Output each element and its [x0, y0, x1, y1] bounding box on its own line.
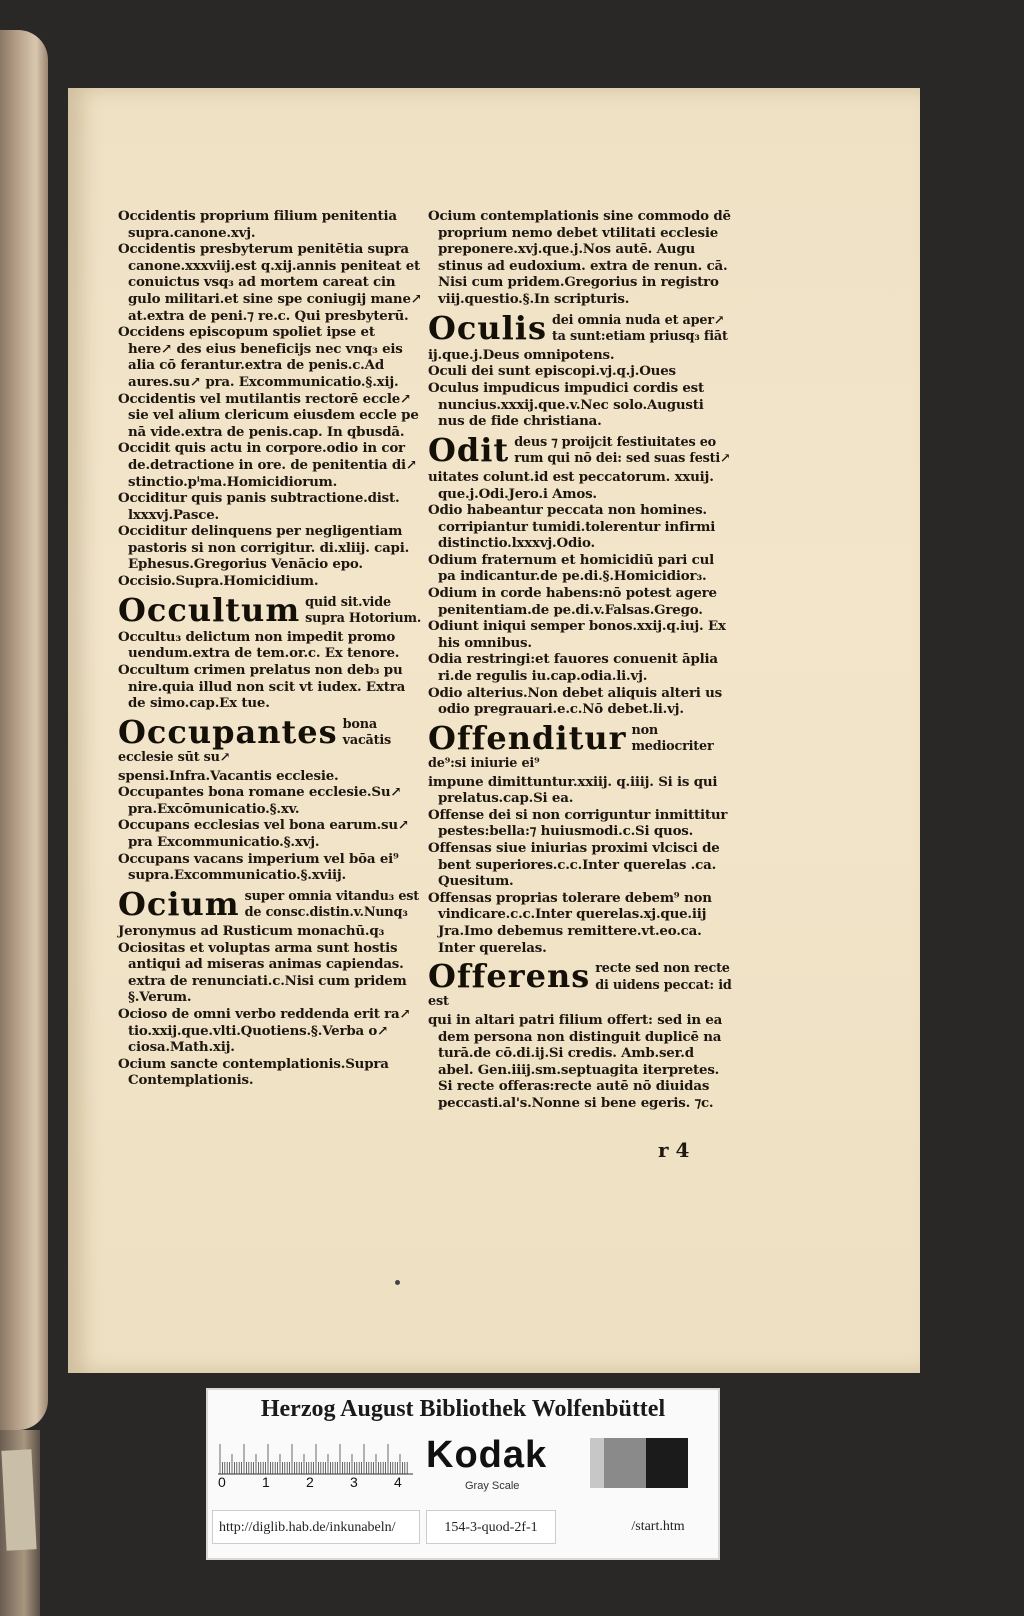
ruler-number: 0 — [218, 1474, 226, 1490]
index-entry: Occupans vacans imperium vel bōa ei⁹ supra.Excommunicatio.§.xviij. — [118, 850, 399, 884]
index-entry: ij.que.j.Deus omnipotens. — [428, 346, 615, 363]
index-entry: Occidentis proprium filium penitentia supra.canone.xvj. — [118, 208, 397, 241]
index-entry: Odia restringi:et fauores conuenit āplia ri.de regulis iu.cap.odia.li.vj. — [428, 651, 718, 685]
index-entry: Odium fraternum et homicidiū pari cul pa indicantur.de pe.di.§.Homicidior₃. — [428, 551, 715, 585]
index-entry: Occidens episcopum spoliet ipse et here↗ des eius beneficijs nec vnq₃ eis alia cō ferantur.extra de penis.c.Ad aures.su↗ pra. Excommunicatio.§.xij. — [118, 324, 403, 390]
headword: Offenditur — [428, 721, 627, 757]
index-entry: Odiunt iniqui semper bonos.xxij.q.iuj. Ex his omnibus. — [428, 618, 726, 651]
color-calibration-target — [206, 1388, 720, 1560]
index-entry: Oculi dei sunt episcopi.vj.q.j.Oues — [428, 363, 676, 380]
headword-gloss: recte sed non recte di uidens peccat: id est — [428, 961, 732, 1010]
index-entry: Offensas proprias tolerare debem⁹ non vindicare.c.c.Inter querelas.xj.que.iij Jra.Imo debemus remittere.vt.eo.ca. Inter querelas. — [428, 889, 712, 956]
index-entry: spensi.Infra.Vacantis ecclesie. — [118, 767, 339, 784]
index-entry: impune dimittuntur.xxiij. q.iiij. Si is qui prelatus.cap.Si ea. — [428, 773, 718, 807]
headword: Occultum — [118, 593, 301, 627]
index-entry: Occidentis presbyterum penitētia supra canone.xxxviij.est q.xij.annis peniteat et conuictus vsq₃ ad mortem careat cin gulo militari.et sine spe coniugij mane↗ at.extra de peni.⁊ re.c. Qui presbyterū. — [118, 241, 422, 324]
index-entry: Offensas siue iniurias proximi vlcisci de bent superiores.c.c.Inter querelas .ca. Quesitum. — [428, 839, 720, 890]
gray-swatch-light — [590, 1438, 604, 1488]
headword-gloss: quid sit.vide supra Hotorium. — [305, 594, 422, 627]
shelfmark-id: 154-3-quod-2f-1 — [426, 1510, 556, 1544]
index-entry: Occidit quis actu in corpore.odio in cor de.detractione in ore. de penitentia di↗ stinctio.pⁱma.Homicidiorum. — [118, 440, 417, 490]
index-entry: Occupantes bona romane ecclesie.Su↗ pra.Excōmunicatio.§.xv. — [118, 784, 402, 817]
headword-entry — [428, 722, 733, 772]
index-entry: Occupans ecclesias vel bona earum.su↗ pra Excommunicatio.§.xvj. — [118, 817, 409, 850]
ruler-number: 2 — [306, 1474, 314, 1490]
gray-swatch-mid — [604, 1438, 646, 1488]
ruler-scale — [218, 1436, 413, 1476]
headword-entry — [118, 716, 423, 766]
headword-gloss: super omnia vitandu₃ est de consc.distin.v.Nunq₃ — [244, 888, 419, 921]
kodak-logo: Kodak — [426, 1434, 548, 1476]
headword: Odit — [428, 433, 510, 467]
index-entry: Occultum crimen prelatus non deb₃ pu nire.quia illud non scit vt iudex. Extra de simo.cap.Ex tue. — [118, 662, 406, 712]
index-entry: Ociositas et voluptas arma sunt hostis antiqui ad miseras animas capiendas. extra de renunciati.c.Nisi cum pridem §.Verum. — [118, 939, 407, 1006]
index-entry: Occisio.Supra.Homicidium. — [118, 573, 319, 590]
manuscript-page — [68, 88, 920, 1373]
gray-swatch-dark — [646, 1438, 688, 1488]
folio-number: r 4 — [658, 1138, 690, 1162]
headword-entry — [118, 888, 423, 921]
index-entry: Occultu₃ delictum non impedit promo uendum.extra de tem.or.c. Ex tenore. — [118, 628, 400, 662]
headword: Offerens — [428, 960, 591, 996]
index-entry: Ocium contemplationis sine commodo dē proprium nemo debet vtilitati ecclesie preponere.xvj.que.j.Nos autē. Augu stinus ad eudoxium. extra de renun. cā. Nisi cum pridem.Gregorius in registro viij.questio.§.In scripturis. — [428, 208, 731, 307]
index-entry: qui in altari patri filium offert: sed in ea dem persona non distinguit duplicē na turā.de cō.di.ij.Si credis. Amb.ser.d abel. Gen.iiij.sm.septuagita iterpretes. Si recte offeras:recte autē nō diuidas peccasti.al's.Nonne si bene egeris. ⁊c. — [428, 1011, 723, 1111]
ruler-number: 4 — [394, 1474, 402, 1490]
index-entry: uitates colunt.id est peccatorum. xxuij. que.j.Odi.Jero.i Amos. — [428, 468, 714, 502]
headword: Ocium — [118, 887, 240, 921]
headword-entry — [428, 960, 733, 1010]
ruler-numbers — [218, 1474, 418, 1496]
headword-entry — [118, 594, 423, 627]
index-entry: Occiditur delinquens per negligentiam pastoris si non corrigitur. di.xliij. capi. Ephesus.Gregorius Venācio epo. — [118, 523, 410, 573]
headword: Occupantes — [118, 715, 338, 751]
headword-gloss: bona vacātis ecclesie sūt su↗ — [118, 716, 392, 765]
index-entry: Odio alterius.Non debet aliquis alteri us odio pregrauari.e.c.Nō debet.li.vj. — [428, 684, 723, 718]
page-reference: /start.htm — [631, 1519, 685, 1534]
headword-entry — [428, 312, 733, 345]
index-entry: Ocium sancte contemplationis.Supra Contemplationis. — [118, 1055, 389, 1089]
ruler-number: 1 — [262, 1474, 270, 1490]
headword: Oculis — [428, 311, 547, 345]
headword-gloss: dei omnia nuda et aper↗ ta sunt:etiam priusq₃ fiāt — [551, 312, 728, 345]
index-entry: Odium in corde habens:nō potest agere penitentiam.de pe.di.v.Falsas.Grego. — [428, 585, 717, 618]
index-entry: Oculus impudicus impudici cordis est nuncius.xxxij.que.v.Nec solo.Augusti nus de fide christiana. — [428, 379, 705, 430]
index-entry: Ocioso de omni verbo reddenda erit ra↗ tio.xxij.que.vlti.Quotiens.§.Verba o↗ ciosa.Math.xij. — [118, 1005, 411, 1056]
library-title: Herzog August Bibliothek Wolfenbüttel — [260, 1396, 666, 1422]
index-entry: Occiditur quis panis subtractione.dist. lxxxvj.Pasce. — [118, 490, 400, 523]
gray-scale-label: Gray Scale — [465, 1480, 520, 1492]
ink-spot — [395, 1280, 400, 1285]
spine-label — [1, 1449, 36, 1550]
left-column — [118, 208, 423, 1089]
source-url: http://diglib.hab.de/inkunabeln/ — [212, 1510, 420, 1544]
headword-entry — [428, 434, 733, 467]
book-binding-edge — [0, 30, 48, 1430]
right-column — [428, 208, 733, 1111]
index-entry: Offense dei si non corriguntur inmittitur pestes:bella:⁊ huiusmodi.c.Si quos. — [428, 806, 728, 840]
headword-gloss: non mediocriter de⁹:si iniurie ei⁹ — [428, 722, 714, 771]
headword-gloss: deus ⁊ proijcit festiuitates eo rum qui nō dei: sed suas festi↗ — [514, 434, 731, 467]
index-entry: Occidentis vel mutilantis rectorē eccle↗ sie vel alium clericum eiusdem eccle pe nā vide.extra de penis.cap. In qbusdā. — [118, 390, 419, 440]
index-entry: Jeronymus ad Rusticum monachū.q₃ — [118, 922, 385, 939]
index-entry: Odio habeantur peccata non homines. corripiantur tumidi.tolerentur infirmi distinctio.lxxxvj.Odio. — [428, 502, 716, 552]
ruler-number: 3 — [350, 1474, 358, 1490]
